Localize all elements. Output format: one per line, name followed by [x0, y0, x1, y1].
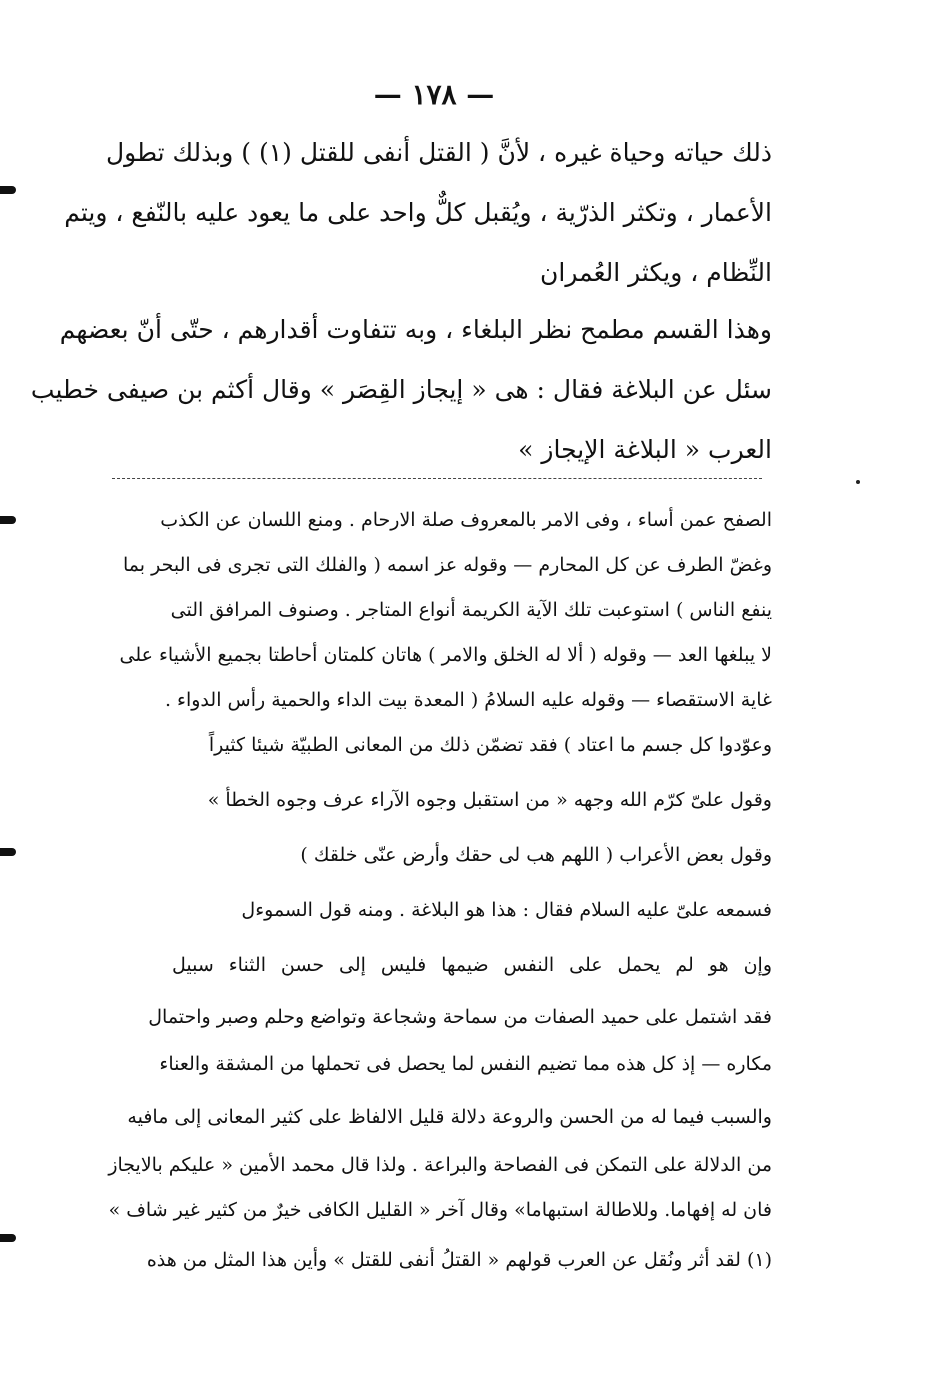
footnote-line: فقد اشتمل على حميد الصفات من سماحة وشجاعة وتواضع وحلم وصبر واحتمال — [148, 1006, 772, 1028]
main-text-line: الأعمار ، وتكثر الذرّية ، ويُقبل كلٌّ واحد على ما يعود عليه بالنّفع ، ويتم — [64, 198, 772, 227]
footnote-line: مكاره — إذ كل هذه مما تضيم النفس لما يحصل فى تحملها من المشقة والعناء — [159, 1053, 772, 1075]
footnote-line: وقول بعض الأعراب ( اللهم هب لى حقك وأرض عنّى خلقك ) — [300, 844, 772, 866]
margin-mark — [0, 1234, 16, 1242]
footnote-line: والسبب فيما له من الحسن والروعة دلالة قليل الالفاظ على كثير المعانى إلى مافيه — [127, 1106, 772, 1128]
footnote-line: من الدلالة على التمكن فى الفصاحة والبراعة . ولذا قال محمد الأمين « عليكم بالايجاز — [108, 1154, 772, 1176]
main-text-line: النِّظام ، ويكثر العُمران — [540, 258, 772, 287]
margin-mark — [0, 186, 16, 194]
footnote-line: وعوّدوا كل جسم ما اعتاد ) فقد تضمّن ذلك من المعانى الطبيّة شيئا كثيراً — [208, 734, 772, 756]
separator-dot — [856, 480, 860, 484]
footnote-line: وغضّ الطرف عن كل المحارم — وقوله عز اسمه ( والفلك التى تجرى فى البحر بما — [123, 554, 772, 576]
page-number: — ١٧٨ — — [373, 78, 495, 111]
margin-mark — [0, 848, 16, 856]
footnote-line: فسمعه علىّ عليه السلام فقال : هذا هو البلاغة . ومنه قول السموءل — [241, 899, 772, 921]
footnote-line: ينفع الناس ) استوعبت تلك الآية الكريمة أنواع المتاجر . وصنوف المرافق التى — [170, 599, 772, 621]
footnote-line: الصفح عمن أساء ، وفى الامر بالمعروف صلة الارحام . ومنع اللسان عن الكذب — [160, 509, 772, 531]
footnote-line: غاية الاستقصاء — وقوله عليه السلامُ ( المعدة بيت الداء والحمية رأس الدواء . — [164, 689, 772, 711]
main-text-line: العرب « البلاغة الإيجاز » — [518, 435, 772, 464]
main-text-line: سئل عن البلاغة فقال : هى « إيجاز القِصَر » وقال أكثم بن صيفى خطيب — [30, 375, 772, 404]
footnote-line: (١) لقد أثر ونُقل عن العرب قولهم « القتلُ أنفى للقتل » وأين هذا المثل من هذه — [146, 1249, 772, 1271]
footnote-line: لا يبلغها العد — وقوله ( ألا له الخلق والامر ) هاتان كلمتان أحاطتا بجميع الأشياء على — [119, 644, 772, 666]
main-text-line: ذلك حياته وحياة غيره ، لأنَّ ( القتل أنفى للقتل (١) ) وبذلك تطول — [105, 138, 772, 167]
main-text-line: وهذا القسم مطمح نظر البلغاء ، وبه تتفاوت أقدارهم ، حتّى أنّ بعضهم — [59, 315, 772, 344]
verse-line: وإن هو لم يحمل على النفس ضيمها فليس إلى حسن الثناء سبيل — [172, 954, 772, 976]
footnote-line: وقول علىّ كرّم الله وجهه « من استقبل وجوه الآراء عرف وجوه الخطأ » — [207, 789, 772, 811]
footnote-line: فان له إفهاما. وللاطالة استبهاما» وقال آخر « القليل الكافى خيرٌ من كثير غير شاف » — [108, 1199, 772, 1221]
margin-mark — [0, 516, 16, 524]
footnote-separator — [112, 478, 762, 479]
